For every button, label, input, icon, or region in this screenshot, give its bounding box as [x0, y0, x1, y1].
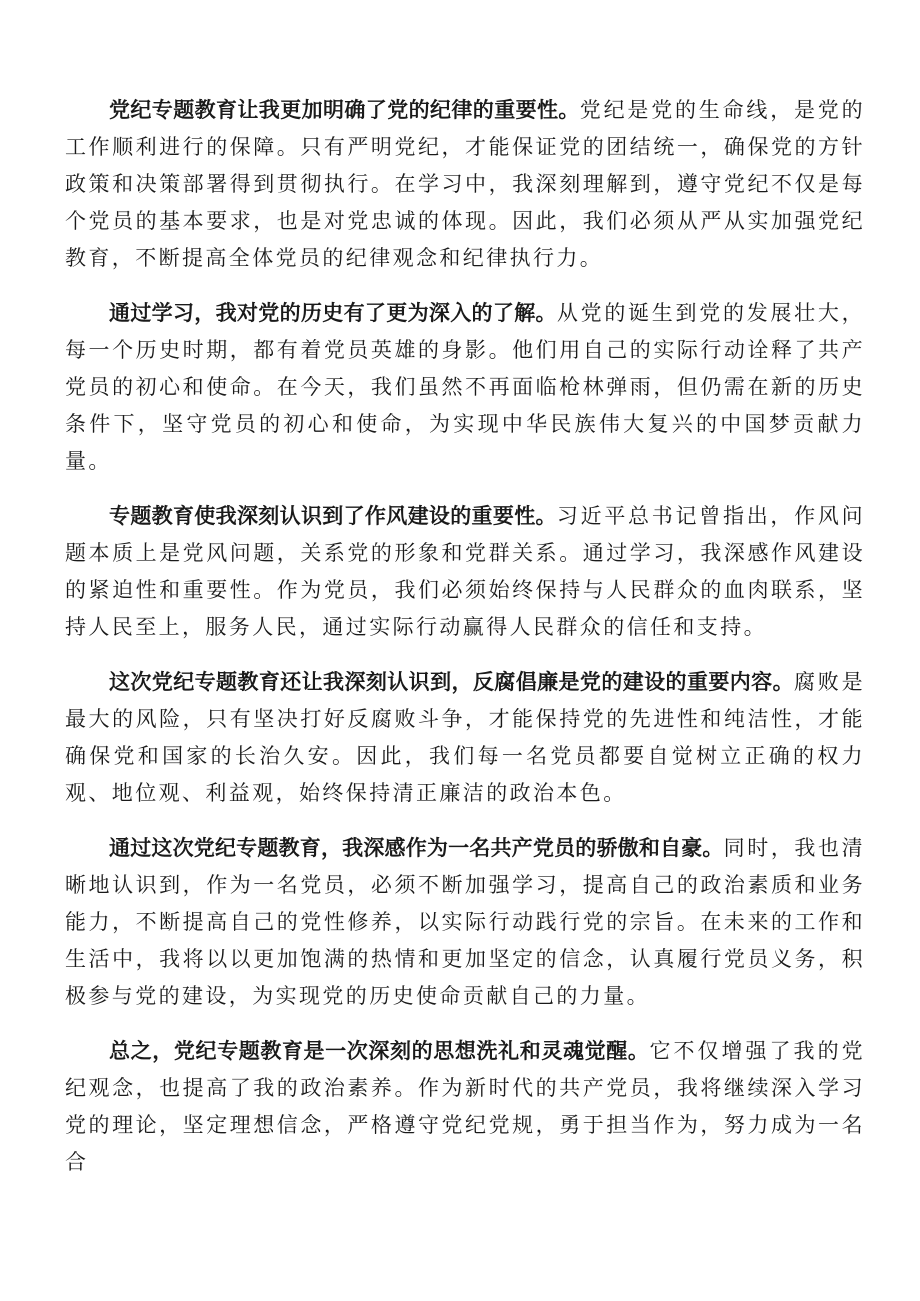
- paragraph-6: [65, 1033, 865, 1181]
- document-page: [65, 92, 865, 1199]
- paragraph-5-body: 同时，我也清晰地认识到，作为一名党员，必须不断加强学习，提高自己的政治素质和业务能力，不断提高自己的党性修养，以实际行动践行党的宗旨。在未来的工作和生活中，我将以以更加饱满的热情和更加坚定的信念，认真履行党员义务，积极参与党的建设，为实现党的历史使命贡献自己的力量。: [65, 836, 865, 1008]
- paragraph-6-lead: 总之，党纪专题教育是一次深刻的思想洗礼和灵魂觉醒。: [109, 1039, 650, 1063]
- paragraph-1-body: 党纪是党的生命线，是党的工作顺利进行的保障。只有严明党纪，才能保证党的团结统一，确保党的方针政策和决策部署得到贯彻执行。在学习中，我深刻理解到，遵守党纪不仅是每个党员的基本要求，也是对党忠诚的体现。因此，我们必须从严从实加强党纪教育，不断提高全体党员的纪律观念和纪律执行力。: [65, 98, 865, 270]
- paragraph-4-body: 腐败是最大的风险，只有坚决打好反腐败斗争，才能保持党的先进性和纯洁性，才能确保党和国家的长治久安。因此，我们每一名党员都要自觉树立正确的权力观、地位观、利益观，始终保持清正廉洁的政治本色。: [65, 670, 865, 805]
- paragraph-2-body: 从党的诞生到党的发展壮大，每一个历史时期，都有着党员英雄的身影。他们用自己的实际行动诠释了共产党员的初心和使命。在今天，我们虽然不再面临枪林弹雨，但仍需在新的历史条件下，坚守党员的初心和使命，为实现中华民族伟大复兴的中国梦贡献力量。: [65, 301, 866, 473]
- paragraph-2: [65, 295, 865, 480]
- paragraph-3-lead: 专题教育使我深刻认识到了作风建设的重要性。: [109, 504, 557, 528]
- paragraph-5-lead: 通过这次党纪专题教育，我深感作为一名共产党员的骄傲和自豪。: [109, 836, 724, 860]
- paragraph-3-body: 习近平总书记曾指出，作风问题本质上是党风问题，关系党的形象和党群关系。通过学习，我深感作风建设的紧迫性和重要性。作为党员，我们必须始终保持与人民群众的血肉联系，坚持人民至上，服务人民，通过实际行动赢得人民群众的信任和支持。: [65, 504, 866, 639]
- paragraph-3: [65, 498, 865, 646]
- paragraph-5: [65, 830, 865, 1015]
- paragraph-4: [65, 664, 865, 812]
- paragraph-1-lead: 党纪专题教育让我更加明确了党的纪律的重要性。: [109, 98, 580, 122]
- paragraph-2-lead: 通过学习，我对党的历史有了更为深入的了解。: [109, 301, 557, 325]
- paragraph-4-lead: 这次党纪专题教育还让我深刻认识到，反腐倡廉是党的建设的重要内容。: [109, 670, 794, 694]
- paragraph-1: [65, 92, 865, 277]
- paragraph-6-body: 它不仅增强了我的党纪观念，也提高了我的政治素养。作为新时代的共产党员，我将继续深入学习党的理论，坚定理想信念，严格遵守党纪党规，勇于担当作为，努力成为一名合: [65, 1039, 865, 1174]
